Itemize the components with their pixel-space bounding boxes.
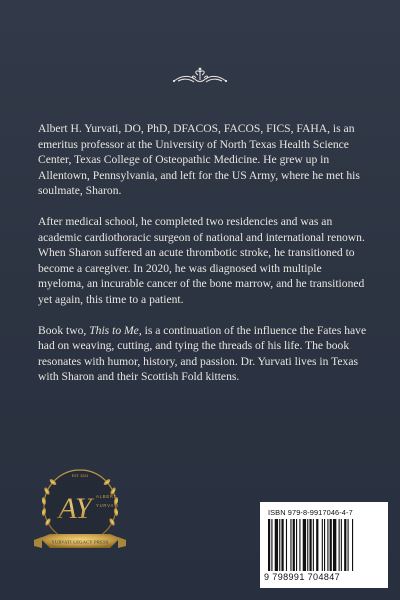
laurel-monogram-seal-icon [30, 460, 130, 560]
barcode-bars [268, 519, 380, 571]
author-bio [38, 121, 368, 400]
book-title: This to Me, [89, 323, 142, 337]
bio-paragraph-3 [38, 323, 368, 385]
bio-paragraph-3-rest: is a continuation of the influence the Fates have had on weaving, cutting, and tying the threads of his life. The book resonates with humor, history, and passion. Dr. Yurvati lives in Texas with Sharon and their Scottish Fold kittens. [38, 323, 367, 384]
bio-paragraph-3-start: Book two, [38, 323, 90, 337]
seal-ribbon-text: YURVATI LEGACY PRESS [51, 539, 109, 545]
flourish-divider-icon [172, 66, 228, 88]
bio-paragraph-1: Albert H. Yurvati, DO, PhD, DFACOS, FACOS, FICS, FAHA, is an emeritus professor at the University of North Texas Health Science Center, Texas College of Osteopathic Medicine. He grew up in Allentown, Pennsylvania, and left for the US Army, where he met his soulmate, Sharon. [38, 122, 360, 198]
isbn-text: ISBN 979-8-9917046-4-7 [268, 508, 353, 517]
seal-name-1: ALBERT [96, 494, 118, 499]
seal-top-text: EST. 2024 [71, 474, 89, 478]
isbn-barcode [260, 502, 388, 588]
barcode-digits: 9 798991 704847 [264, 572, 341, 582]
seal-monogram: AY [58, 492, 92, 525]
seal-name-2: YURVATI [96, 503, 120, 508]
bio-paragraph-2: After medical school, he completed two residencies and was an academic cardiothoracic surgeon of national and international renown. When Sharon suffered an acute thrombotic stroke, he transitioned to become a caregiver. In 2020, he was diagnosed with multiple myeloma, an incurable cancer of the bone marrow, and he transitioned yet again, this time to a patient. [38, 214, 365, 306]
